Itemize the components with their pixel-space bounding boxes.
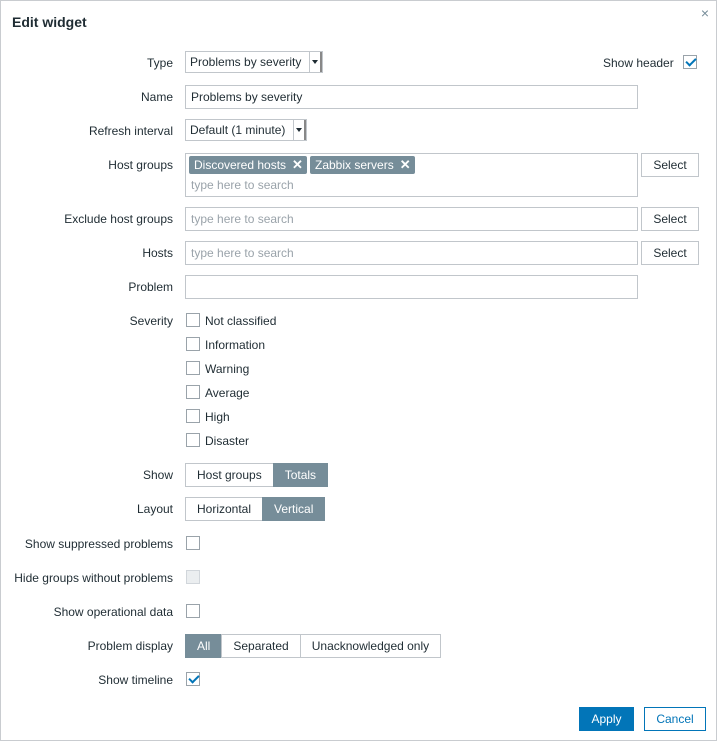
host-groups-search-placeholder[interactable]: type here to search bbox=[191, 178, 294, 192]
layout-option-horizontal[interactable]: Horizontal bbox=[185, 497, 263, 521]
hide-groups-checkbox bbox=[186, 570, 200, 584]
chip-label: Discovered hosts bbox=[194, 158, 287, 172]
show-option-host-groups[interactable]: Host groups bbox=[185, 463, 274, 487]
name-input-value: Problems by severity bbox=[191, 90, 303, 104]
layout-radio-group bbox=[185, 497, 325, 521]
show-option-totals[interactable]: Totals bbox=[273, 463, 328, 487]
type-select-value: Problems by severity bbox=[190, 55, 302, 69]
show-operational-label: Show operational data bbox=[53, 605, 173, 619]
hosts-select-button[interactable]: Select bbox=[641, 241, 699, 265]
name-input[interactable] bbox=[185, 85, 638, 109]
show-timeline-checkbox[interactable] bbox=[186, 672, 200, 686]
host-groups-label: Host groups bbox=[108, 158, 173, 172]
problem-display-radio-group bbox=[185, 634, 441, 658]
severity-option-label[interactable]: Average bbox=[205, 386, 250, 400]
show-radio-group bbox=[185, 463, 328, 487]
show-suppressed-label: Show suppressed problems bbox=[24, 537, 173, 551]
host-group-chip bbox=[189, 156, 307, 174]
layout-label: Layout bbox=[136, 502, 173, 516]
severity-checkbox-information[interactable] bbox=[186, 337, 200, 351]
refresh-interval-select[interactable] bbox=[185, 119, 307, 141]
hosts-label: Hosts bbox=[142, 246, 173, 260]
name-label: Name bbox=[140, 90, 173, 104]
type-select[interactable] bbox=[185, 51, 323, 73]
chevron-down-icon bbox=[309, 52, 322, 72]
problem-display-label: Problem display bbox=[87, 639, 173, 653]
refresh-interval-value: Default (1 minute) bbox=[190, 123, 286, 137]
hosts-input[interactable] bbox=[185, 241, 638, 265]
host-group-chip bbox=[310, 156, 415, 174]
show-timeline-label: Show timeline bbox=[98, 673, 173, 687]
exclude-host-groups-placeholder: type here to search bbox=[191, 212, 294, 226]
show-header-checkbox[interactable] bbox=[683, 55, 697, 69]
apply-button[interactable]: Apply bbox=[579, 707, 634, 731]
show-label: Show bbox=[142, 468, 173, 482]
close-icon[interactable]: × bbox=[700, 5, 709, 21]
chip-label: Zabbix servers bbox=[315, 158, 394, 172]
severity-label: Severity bbox=[129, 314, 173, 328]
severity-option-label[interactable]: High bbox=[205, 410, 230, 424]
layout-option-vertical[interactable]: Vertical bbox=[262, 497, 325, 521]
hide-groups-label: Hide groups without problems bbox=[14, 571, 173, 585]
severity-checkbox-high[interactable] bbox=[186, 409, 200, 423]
severity-checkbox-disaster[interactable] bbox=[186, 433, 200, 447]
exclude-host-groups-label: Exclude host groups bbox=[64, 212, 173, 226]
type-label: Type bbox=[146, 56, 173, 70]
problem-display-option-unacknowledged[interactable]: Unacknowledged only bbox=[300, 634, 441, 658]
host-groups-multiselect[interactable] bbox=[185, 153, 638, 197]
chevron-down-icon bbox=[293, 120, 306, 140]
problem-label: Problem bbox=[128, 280, 173, 294]
remove-icon[interactable]: ✕ bbox=[292, 157, 303, 172]
problem-display-option-all[interactable]: All bbox=[185, 634, 222, 658]
severity-checkbox-not-classified[interactable] bbox=[186, 313, 200, 327]
severity-option-label[interactable]: Warning bbox=[205, 362, 250, 376]
cancel-button[interactable]: Cancel bbox=[644, 707, 706, 731]
show-suppressed-checkbox[interactable] bbox=[186, 536, 200, 550]
dialog-title: Edit widget bbox=[12, 14, 87, 30]
severity-option-label[interactable]: Disaster bbox=[205, 434, 250, 448]
severity-option-label[interactable]: Not classified bbox=[205, 314, 277, 328]
hosts-placeholder: type here to search bbox=[191, 246, 294, 260]
show-header-label: Show header bbox=[603, 56, 674, 70]
remove-icon[interactable]: ✕ bbox=[399, 157, 411, 172]
refresh-interval-label: Refresh interval bbox=[88, 124, 173, 138]
severity-checkbox-warning[interactable] bbox=[186, 361, 200, 375]
exclude-host-groups-input[interactable] bbox=[185, 207, 638, 231]
problem-display-option-separated[interactable]: Separated bbox=[221, 634, 300, 658]
exclude-host-groups-select-button[interactable]: Select bbox=[641, 207, 699, 231]
host-groups-select-button[interactable]: Select bbox=[641, 153, 699, 177]
show-operational-checkbox[interactable] bbox=[186, 604, 200, 618]
problem-input[interactable] bbox=[185, 275, 638, 299]
severity-option-label[interactable]: Information bbox=[205, 338, 266, 352]
severity-checkbox-average[interactable] bbox=[186, 385, 200, 399]
